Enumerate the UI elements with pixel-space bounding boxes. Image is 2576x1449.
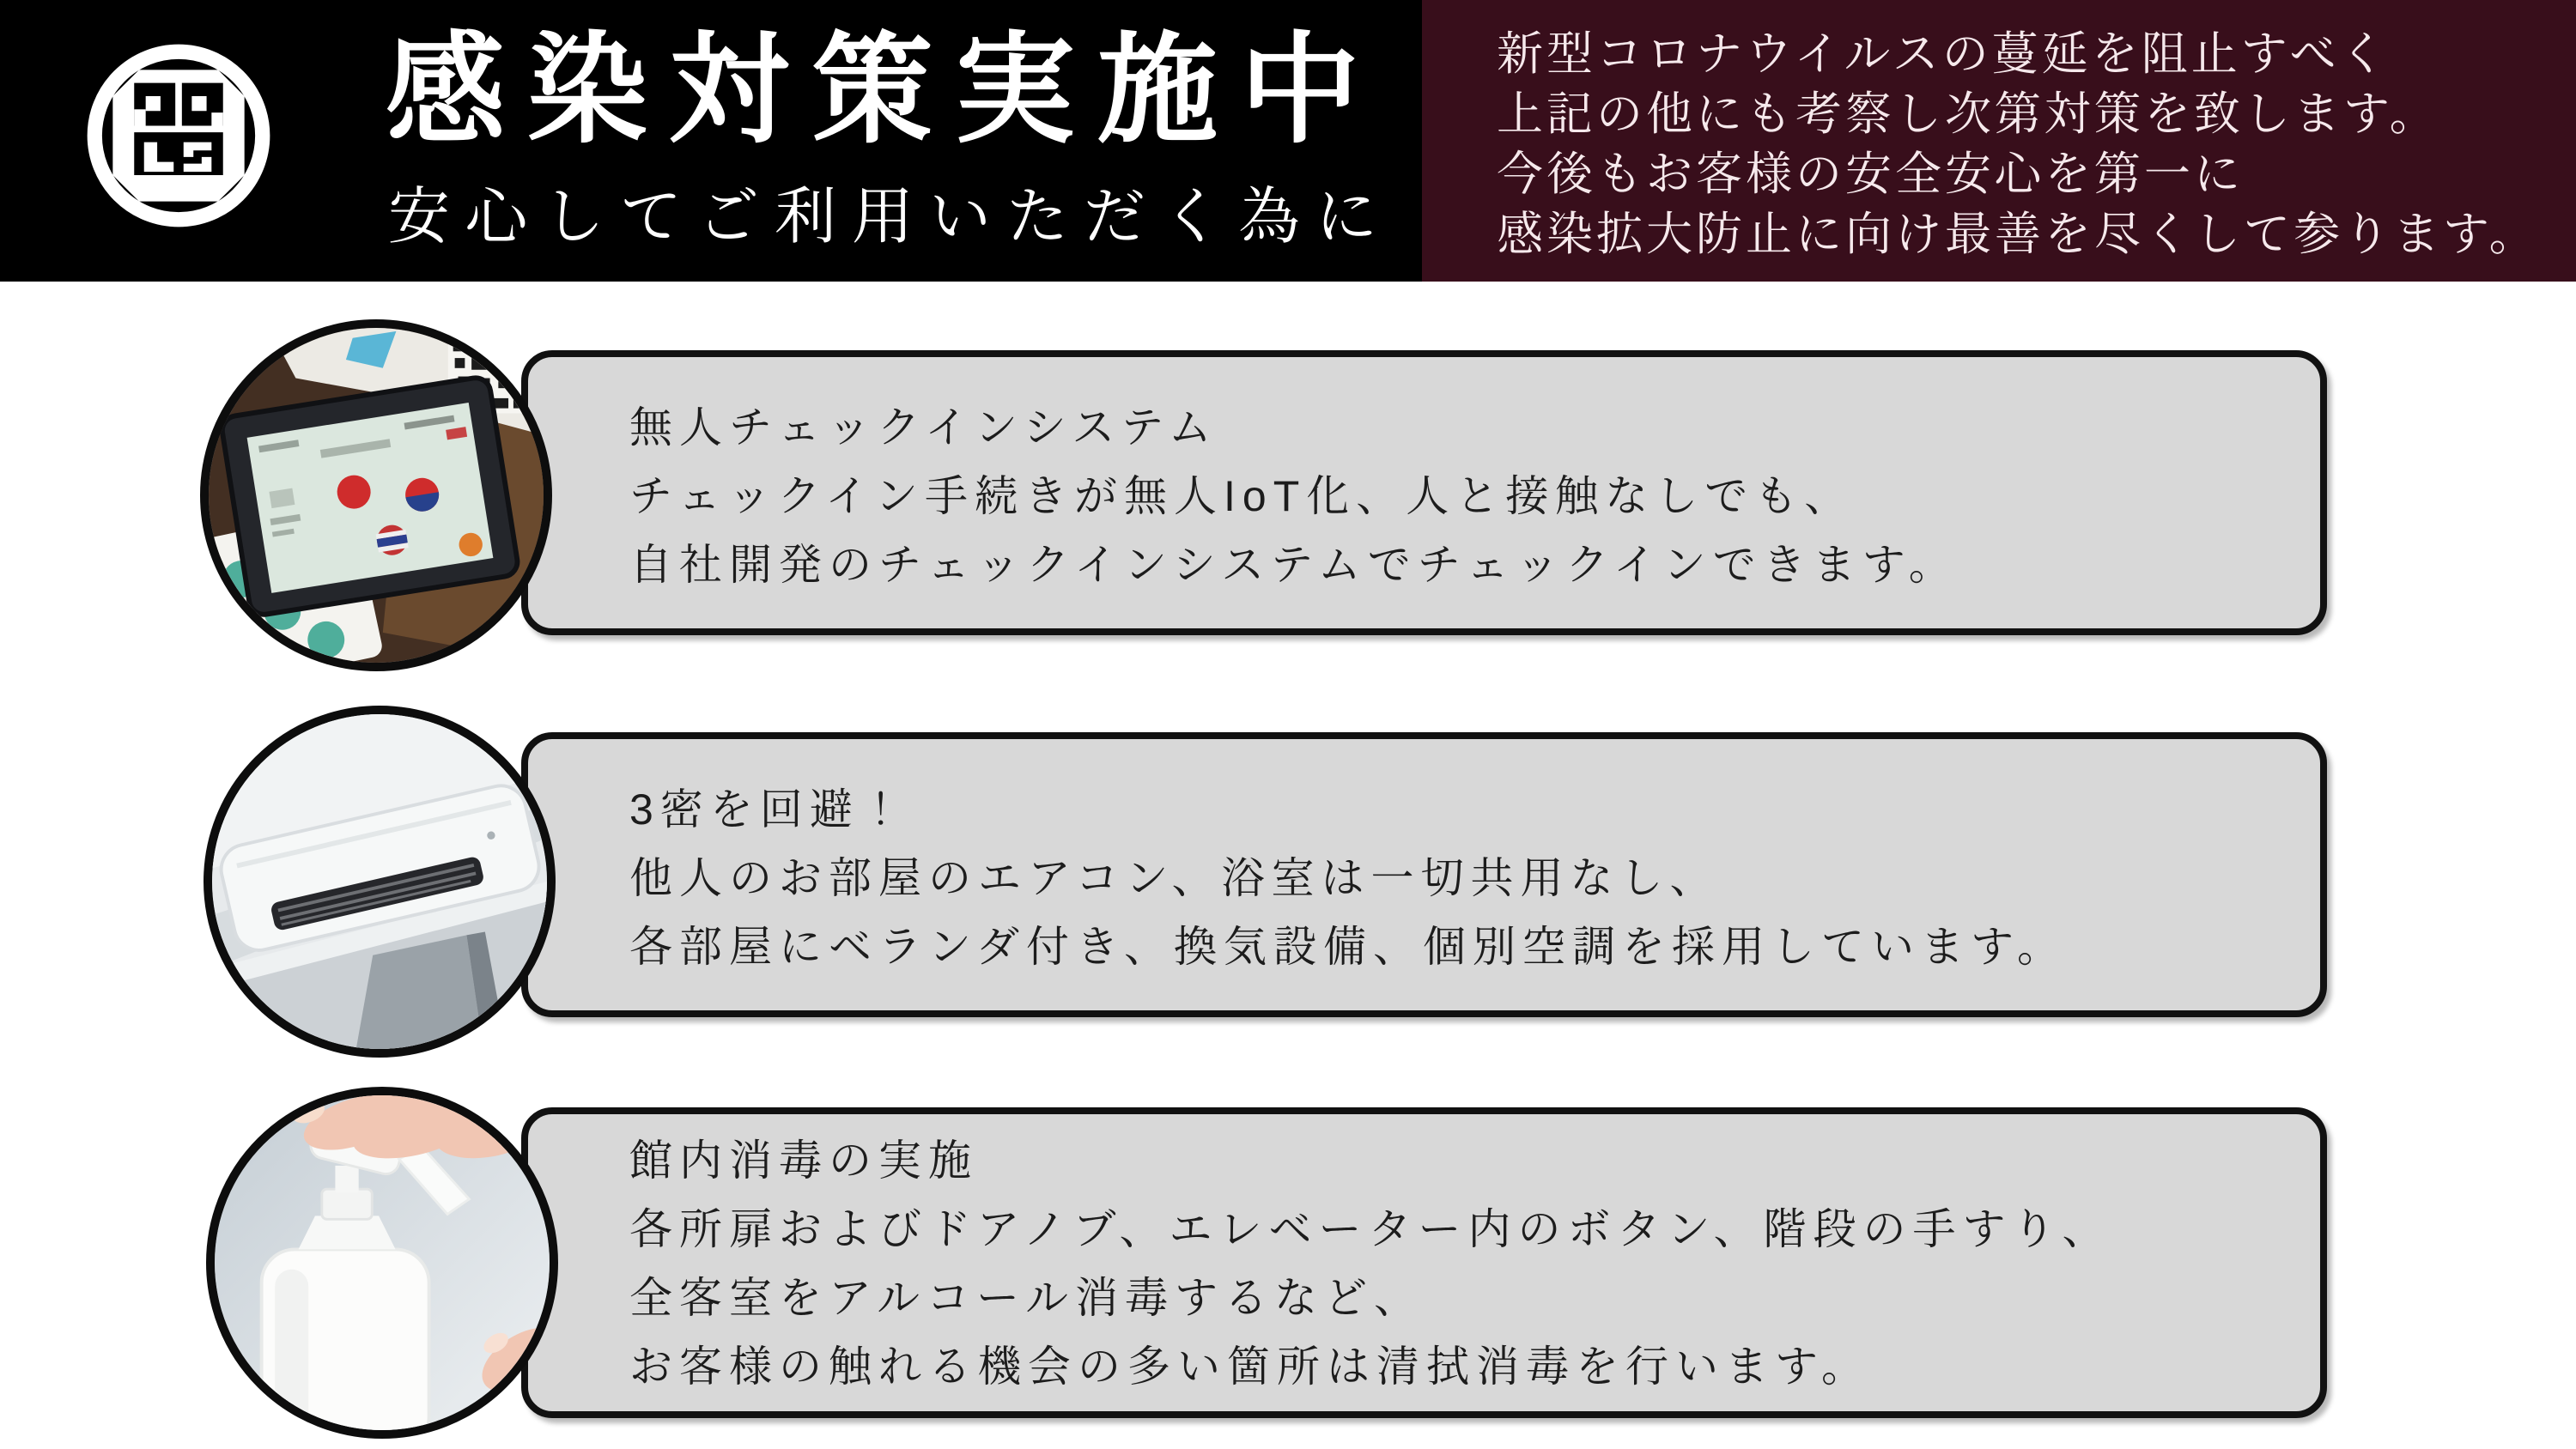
measure-text-line: 館内消毒の実施 <box>629 1137 978 1185</box>
page-subtitle: 安心してご利用いただく為に <box>388 183 1394 252</box>
measure-text-line: 各部屋にベランダ付き、換気設備、個別空調を採用しています。 <box>629 923 2067 971</box>
measure-text-line: チェックイン手続きが無人IoT化、人と接触なしでも、 <box>629 472 1855 520</box>
brand-logo-icon <box>80 37 277 234</box>
notice-line: 今後もお客様の安全安心を第一に <box>1497 149 2244 200</box>
measure-text-line: 自社開発のチェックインシステムでチェックインできます。 <box>629 541 1959 589</box>
measure-card-checkin <box>521 350 2327 635</box>
notice-panel <box>1422 0 2576 282</box>
checkin-tablet-photo <box>200 319 552 671</box>
header-bar <box>0 0 1422 282</box>
measure-text-line: 3密を回避！ <box>629 785 909 834</box>
measure-text-line: 無人チェックインシステム <box>629 403 1218 452</box>
notice-line: 感染拡大防止に向け最善を尽くして参ります。 <box>1497 209 2539 260</box>
air-conditioner-photo <box>204 706 556 1058</box>
notice-line: 新型コロナウイルスの蔓延を阻止すべく <box>1497 28 2390 80</box>
page-title: 感染対策実施中 <box>385 22 1383 157</box>
measure-text-line: 他人のお部屋のエアコン、浴室は一切共用なし、 <box>629 854 1720 902</box>
measure-text-line: 全客室をアルコール消毒するなど、 <box>629 1274 1424 1322</box>
hand-sanitizer-photo <box>206 1087 558 1439</box>
measure-card-ventilation <box>521 732 2327 1017</box>
notice-line: 上記の他にも考察し次第対策を致します。 <box>1497 88 2439 140</box>
measure-text-line: お客様の触れる機会の多い箇所は清拭消毒を行います。 <box>629 1343 1871 1391</box>
measure-text-line: 各所扉およびドアノブ、エレベーター内のボタン、階段の手すり、 <box>629 1205 2112 1253</box>
measure-card-disinfection <box>521 1107 2327 1418</box>
